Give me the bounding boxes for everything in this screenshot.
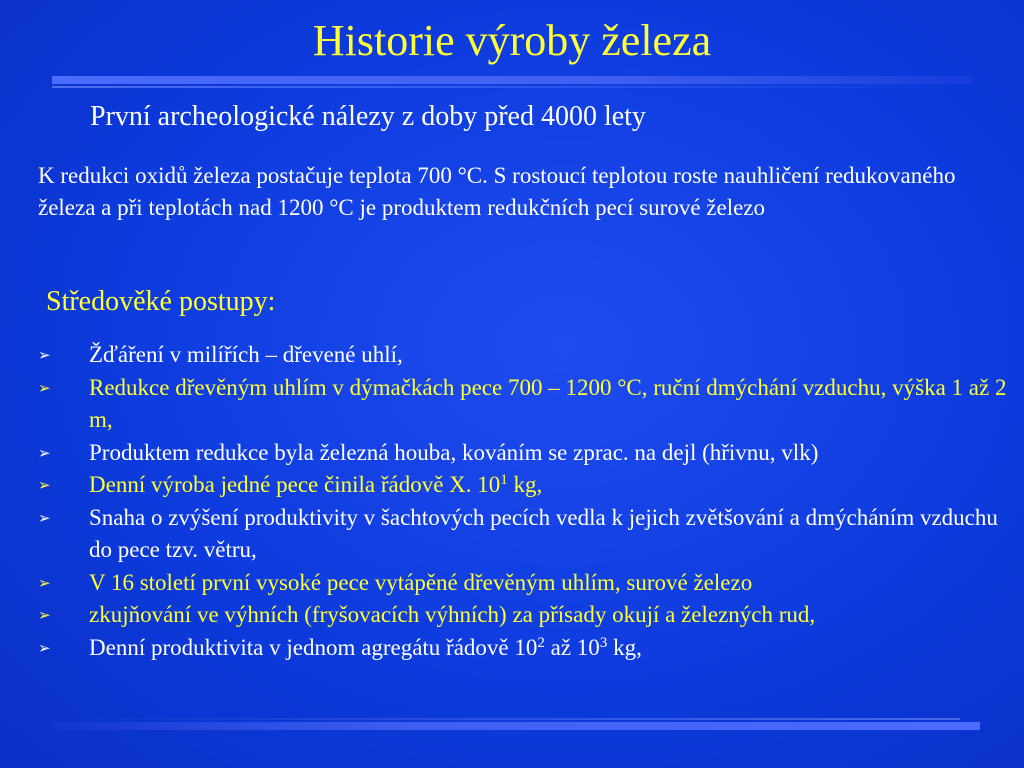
- arrow-bullet-icon: ➢: [38, 378, 51, 397]
- arrow-bullet-icon: ➢: [38, 606, 51, 624]
- arrow-bullet-icon: ➢: [38, 508, 51, 527]
- bullet-item: [0, 372, 1009, 437]
- bullet-item: [0, 339, 1009, 372]
- bullet-item: [0, 437, 1009, 470]
- slide-title: Historie výroby železa: [312, 16, 712, 65]
- bullet-list: [0, 339, 1024, 664]
- arrow-bullet-icon: ➢: [38, 443, 51, 462]
- bullet-item: [0, 599, 1009, 632]
- bullet-text: Žďáření v milířích – dřevené uhlí,: [89, 342, 403, 367]
- bullet-item: [0, 632, 1009, 665]
- intro-paragraph: K redukci oxidů železa postačuje teplota 700 °C. S rostoucí teplotou roste nauhličení redukovaného železa a při teplotách nad 1200 °C je produktem redukčních pecí surové železo: [38, 163, 956, 220]
- slide-subtitle: První archeologické nálezy z doby před 4000 lety: [90, 101, 646, 132]
- bullet-text: Redukce dřevěným uhlím v dýmačkách pece 700 – 1200 °C, ruční dmýchání vzduchu, výška 1 až 2 m,: [89, 374, 1007, 432]
- arrow-bullet-icon: ➢: [38, 573, 51, 592]
- bullet-item: [0, 567, 1009, 600]
- bullet-text: Denní produktivita v jednom agregátu řádově $10^2$ až $10^3$ kg,: [89, 634, 642, 660]
- bullet-item: [0, 502, 1009, 567]
- arrow-bullet-icon: ➢: [38, 638, 51, 657]
- section-heading: Středověké postupy:: [46, 286, 276, 317]
- arrow-bullet-icon: ➢: [38, 476, 51, 494]
- arrow-bullet-icon: ➢: [38, 346, 51, 364]
- bullet-text: Produktem redukce byla železná houba, kováním se zprac. na dejl (hřivnu, vlk): [89, 439, 819, 465]
- bullet-item: [0, 469, 1009, 502]
- top-divider: [52, 76, 972, 84]
- bullet-text: Denní výroba jedné pece činila řádově X. $10^1$ kg,: [89, 471, 543, 497]
- bottom-divider: [52, 722, 980, 730]
- bottom-divider-shadow: [60, 718, 960, 720]
- bullet-text: V 16 století první vysoké pece vytápěné dřevěným uhlím, surové železo: [89, 569, 753, 595]
- bullet-text: zkujňování ve výhních (fryšovacích výhních) za přísady okují a železných rud,: [89, 602, 816, 627]
- bullet-text: Snaha o zvýšení produktivity v šachtových pecích vedla k jejich zvětšování a dmýcháním vzduchu do pece tzv. větru,: [89, 504, 998, 562]
- top-divider-shadow: [52, 86, 952, 88]
